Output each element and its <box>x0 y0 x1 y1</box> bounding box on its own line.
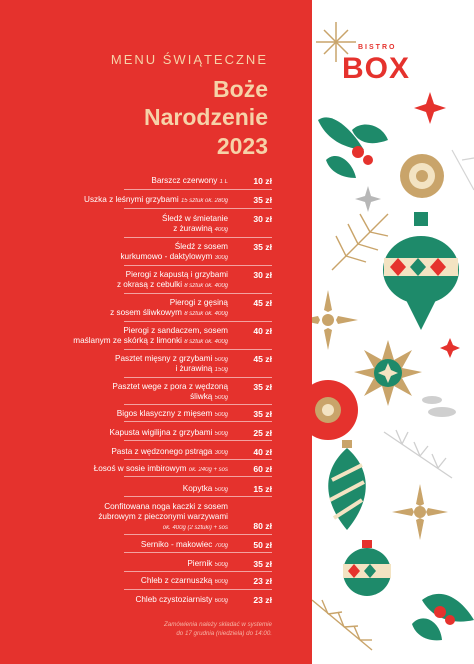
item-name: Serniko - makowiec <box>140 540 213 549</box>
tiny-star-icon <box>355 186 381 212</box>
item-price: 35 zł <box>253 559 272 569</box>
christmas-ornaments <box>312 0 474 664</box>
divider <box>124 349 272 350</box>
menu-subtitle: MENU ŚWIĄTECZNE <box>110 52 268 67</box>
item-price: 35 zł <box>253 195 272 205</box>
burst-star-icon <box>354 340 422 406</box>
divider <box>124 208 272 209</box>
divider <box>124 293 272 294</box>
divider <box>124 377 272 378</box>
item-name-2: śliwką <box>190 392 213 401</box>
item-name: Pasztet mięsny z grzybami <box>114 354 213 363</box>
red-ornament-icon <box>312 380 358 440</box>
item-name: Barszcz czerwony <box>151 176 218 185</box>
title-line-3: 2023 <box>216 133 268 159</box>
item-price: 35 zł <box>253 382 272 392</box>
item-price: 35 zł <box>253 242 272 252</box>
item-weight: 15 sztuk ok. 280g <box>180 198 228 204</box>
item-name: Pierogi z kapustą i grzybami <box>125 270 228 279</box>
gold-snowflake-icon <box>312 290 358 350</box>
divider <box>124 237 272 238</box>
decoration-panel <box>312 0 474 664</box>
title-line-2: Narodzenie <box>144 104 268 130</box>
item-price: 25 zł <box>253 428 272 438</box>
logo-box: BOX <box>342 52 411 85</box>
leaf-icon <box>422 396 456 417</box>
ornament-icon <box>383 212 459 330</box>
item-price: 45 zł <box>253 354 272 364</box>
bottom-branch-icon <box>312 600 372 650</box>
divider <box>124 476 272 477</box>
divider <box>124 404 272 405</box>
item-name: Chleb czystoziarnisty <box>135 595 213 604</box>
bottom-holly-icon <box>412 594 474 640</box>
item-name: Śledź w śmietanie <box>162 214 228 223</box>
small-star-icon <box>414 92 446 124</box>
item-price: 30 zł <box>253 214 272 224</box>
item-price: 30 zł <box>253 270 272 280</box>
holly-icon <box>318 117 388 178</box>
rosette-icon <box>400 154 444 198</box>
divider <box>124 265 272 266</box>
item-price: 40 zł <box>253 326 272 336</box>
item-name: Piernik <box>187 559 213 568</box>
drop-ornament-icon <box>328 440 366 530</box>
item-name-2: z żurawiną <box>173 224 213 233</box>
grey-branch-icon <box>384 430 452 478</box>
item-name-2: z sosem śliwkowym <box>110 308 183 317</box>
divider <box>124 440 272 441</box>
item-name: Pasta z wędzonego pstrąga <box>111 447 213 456</box>
item-name: Pasztet wege z pora z wędzoną <box>112 382 228 391</box>
item-name-2: maślanym ze skórką z limonki <box>73 336 183 345</box>
item-weight: 500g <box>214 431 228 437</box>
item-weight: 8 sztuk ok. 400g <box>184 311 228 317</box>
item-weight: 700g <box>214 543 228 549</box>
item-name: Chleb z czarnuszką <box>140 576 213 585</box>
item-name: Łosoś w sosie imbirowym <box>93 464 187 473</box>
item-name: Confitowana noga kaczki z sosem <box>104 502 228 511</box>
item-weight: 300g <box>214 450 228 456</box>
note-line-1: Zamówienia należy składać w systemie <box>164 621 272 628</box>
item-name-2: żubrowym z pieczonymi warzywami <box>98 512 228 521</box>
item-price: 45 zł <box>253 298 272 308</box>
divider <box>124 571 272 572</box>
item-name-2: kurkumowo - daktylowym <box>120 252 213 261</box>
item-name: Śledź z sosem <box>174 242 228 251</box>
item-name: Pierogi z gęsiną <box>169 298 228 307</box>
gold-flower-icon <box>392 484 448 540</box>
item-weight: 500g <box>214 487 228 493</box>
item-weight: 8 sztuk ok. 400g <box>184 339 228 345</box>
item-name: Uszka z leśnymi grzybami <box>84 195 179 204</box>
item-weight: 500g <box>214 395 228 401</box>
item-weight: 500g <box>214 412 228 418</box>
item-price: 23 zł <box>253 595 272 605</box>
item-weight: ok. 400g (2 sztuki) + sos <box>162 525 228 531</box>
item-weight: 1 L <box>219 179 228 185</box>
item-price: 35 zł <box>253 409 272 419</box>
snowflake-icon <box>452 150 474 190</box>
item-name: Bigos klasyczny z mięsem <box>116 409 213 418</box>
item-price: 15 zł <box>253 484 272 494</box>
branch-icon <box>332 214 388 270</box>
item-name-2: z okrasą z cebulki <box>116 280 183 289</box>
item-price: 80 zł <box>253 521 272 531</box>
divider <box>124 189 272 190</box>
item-weight: 300g <box>214 255 228 261</box>
patterned-ornament-icon <box>343 540 391 596</box>
item-name: Kapusta wigilijna z grzybami <box>109 428 213 437</box>
divider <box>124 496 272 497</box>
item-price: 23 zł <box>253 576 272 586</box>
divider <box>124 552 272 553</box>
item-name-2: i żurawiną <box>175 364 213 373</box>
title-line-1: Boże <box>213 76 268 102</box>
item-name: Kopytka <box>182 484 213 493</box>
item-price: 60 zł <box>253 464 272 474</box>
red-star-icon <box>440 338 460 358</box>
item-price: 50 zł <box>253 540 272 550</box>
item-name: Pierogi z sandaczem, sosem <box>123 326 228 335</box>
item-weight: 150g <box>214 367 228 373</box>
logo-bistro: BISTRO <box>358 44 397 51</box>
item-weight: ok. 240g + sos <box>188 467 228 473</box>
divider <box>124 534 272 535</box>
divider <box>124 321 272 322</box>
divider <box>124 421 272 422</box>
item-price: 10 zł <box>253 176 272 186</box>
order-note <box>60 620 272 638</box>
divider <box>124 589 272 590</box>
item-price: 40 zł <box>253 447 272 457</box>
divider <box>124 459 272 460</box>
item-weight: 600g <box>214 598 228 604</box>
item-weight: 8 sztuk ok. 400g <box>184 283 228 289</box>
item-weight: 600g <box>214 579 228 585</box>
item-weight: 500g <box>214 562 228 568</box>
item-weight-1: 500g <box>214 357 228 363</box>
item-weight: 400g <box>214 227 228 233</box>
note-line-2: do 17 grudnia (niedziela) do 14:00. <box>176 630 272 637</box>
